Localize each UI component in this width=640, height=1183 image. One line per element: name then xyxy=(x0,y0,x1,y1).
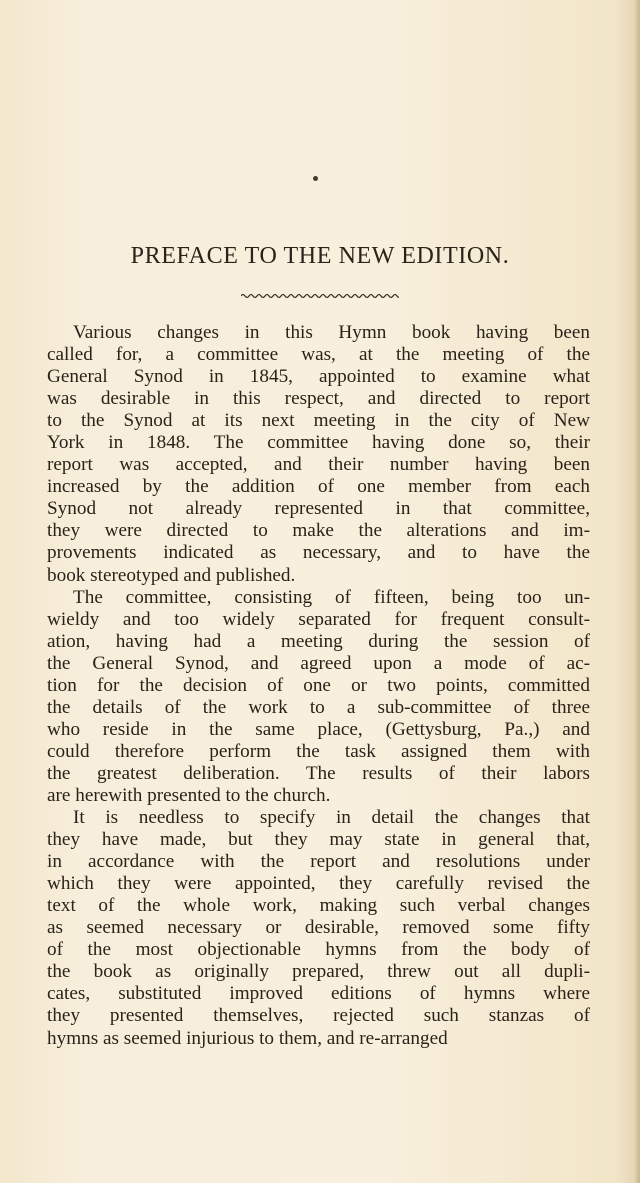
text-line: who reside in the same place, (Gettysburg, Pa.,) and xyxy=(47,718,590,740)
text-line: the General Synod, and agreed upon a mode of ac- xyxy=(47,652,590,674)
text-line: are herewith presented to the church. xyxy=(47,784,331,806)
text-line: could therefore perform the task assigned them with xyxy=(47,740,590,762)
paragraph xyxy=(47,587,590,807)
text-line: the details of the work to a sub-committee of three xyxy=(47,696,590,718)
paragraph xyxy=(47,322,590,587)
text-line: Synod not already represented in that committee, xyxy=(47,498,590,520)
text-line: in accordance with the report and resolutions under xyxy=(47,851,590,873)
text-line: tion for the decision of one or two points, committed xyxy=(47,674,590,696)
paragraph xyxy=(47,807,590,1050)
text-line: the book as originally prepared, threw out all dupli- xyxy=(47,961,590,983)
text-line: the greatest deliberation. The results of their labors xyxy=(47,762,590,784)
text-line: Various changes in this Hymn book having been xyxy=(73,322,590,343)
text-line: hymns as seemed injurious to them, and re-arranged xyxy=(47,1027,448,1049)
text-line: they were directed to make the alterations and im- xyxy=(47,520,590,542)
text-line: of the most objectionable hymns from the body of xyxy=(47,939,590,961)
text-line: report was accepted, and their number having been xyxy=(47,454,590,476)
text-line: General Synod in 1845, appointed to examine what xyxy=(47,366,590,388)
text-line: York in 1848. The committee having done so, their xyxy=(47,432,590,454)
ornament-dot xyxy=(313,176,318,181)
text-line: they presented themselves, rejected such stanzas of xyxy=(47,1005,590,1027)
wavy-rule-divider xyxy=(241,292,399,300)
text-line: to the Synod at its next meeting in the city of New xyxy=(47,410,590,432)
text-line: as seemed necessary or desirable, removed some fifty xyxy=(47,917,590,939)
page-edge-shadow xyxy=(634,0,640,1183)
text-line: was desirable in this respect, and directed to report xyxy=(47,388,590,410)
text-line: book stereotyped and published. xyxy=(47,564,296,586)
preface-body xyxy=(47,322,590,1050)
text-line: It is needless to specify in detail the changes that xyxy=(73,807,590,829)
text-line: called for, a committee was, at the meeting of the xyxy=(47,344,590,366)
text-line: increased by the addition of one member from each xyxy=(47,476,590,498)
text-line: ation, having had a meeting during the session of xyxy=(47,630,590,652)
text-line: which they were appointed, they carefully revised the xyxy=(47,873,590,895)
text-line: wieldy and too widely separated for frequent consult- xyxy=(47,608,590,630)
page-title: PREFACE TO THE NEW EDITION. xyxy=(130,243,510,269)
text-line: text of the whole work, making such verbal changes xyxy=(47,895,590,917)
text-line: The committee, consisting of fifteen, being too un- xyxy=(73,586,590,608)
text-line: they have made, but they may state in general that, xyxy=(47,829,590,851)
text-line: provements indicated as necessary, and to have the xyxy=(47,542,590,564)
text-line: cates, substituted improved editions of hymns where xyxy=(47,983,590,1005)
